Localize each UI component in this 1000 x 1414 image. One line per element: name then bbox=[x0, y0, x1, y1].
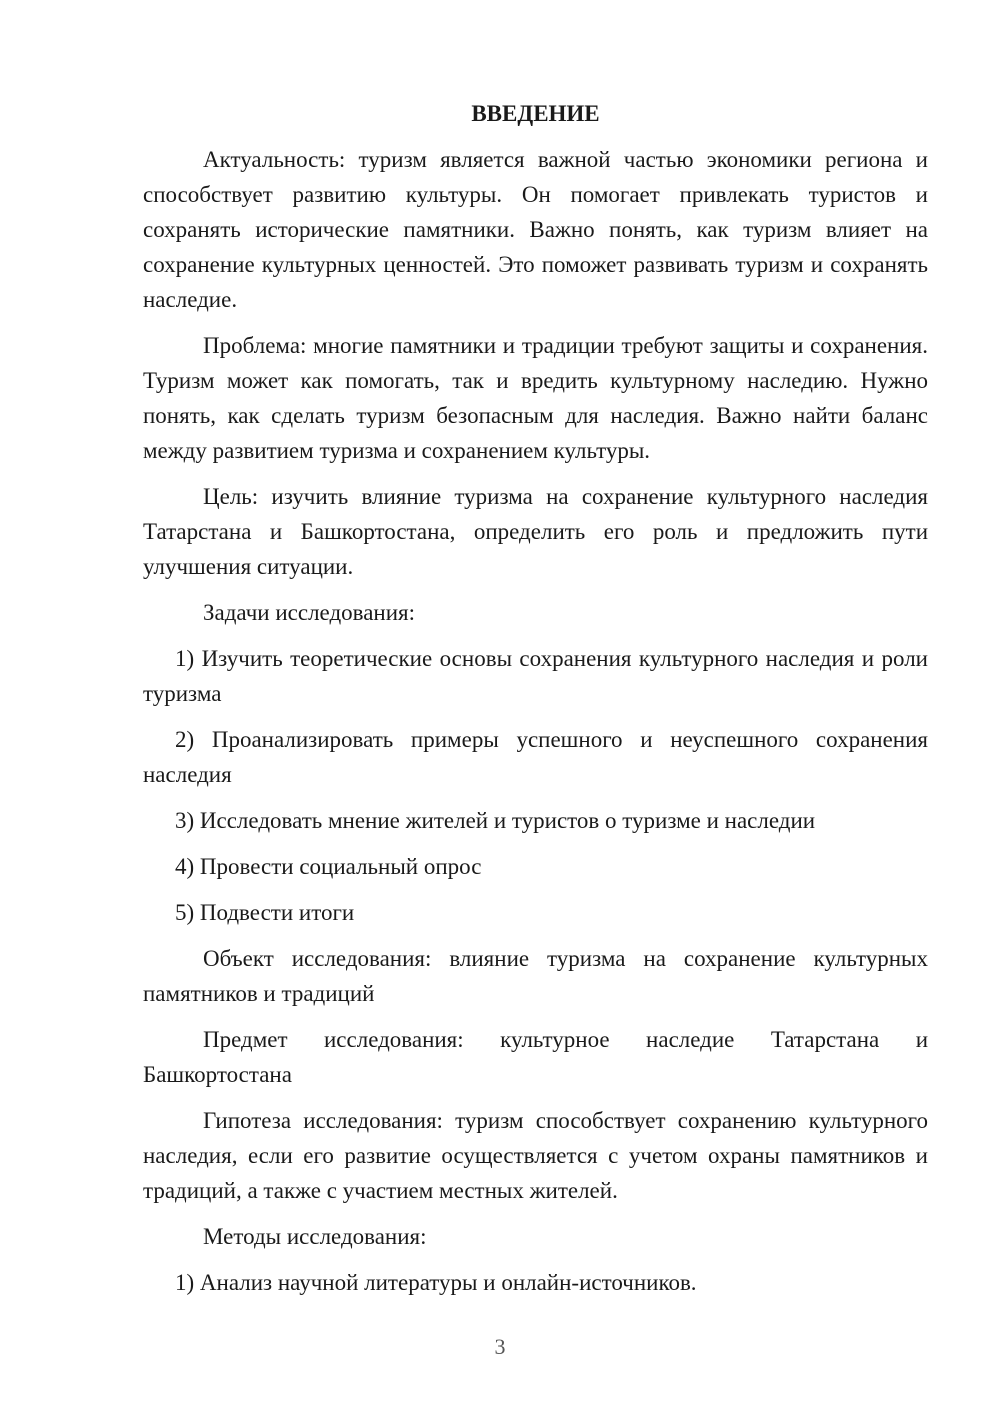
method-item: 1) Анализ научной литературы и онлайн-источников. bbox=[175, 1270, 697, 1295]
methods-title: Методы исследования: bbox=[203, 1224, 427, 1249]
relevance-paragraph: Актуальность: туризм является важной частью экономики региона и способствует развитию культуры. Он помогает привлекать туристов и сохранять исторические памятники. Важно понять, как туризм влияет на сохранение культурных ценностей. Это поможет развивать туризм и сохранять наследие. bbox=[143, 147, 928, 312]
page-number: 3 bbox=[494, 1334, 506, 1359]
task-item: 2) Проанализировать примеры успешного и неуспешного сохранения наследия bbox=[143, 727, 928, 787]
hypothesis-paragraph: Гипотеза исследования: туризм способствует сохранению культурного наследия, если его развитие осуществляется с учетом охраны памятников и традиций, а также с участием местных жителей. bbox=[143, 1108, 928, 1203]
object-paragraph: Объект исследования: влияние туризма на сохранение культурных памятников и традиций bbox=[143, 946, 928, 1006]
task-item: 5) Подвести итоги bbox=[175, 900, 355, 925]
page-content bbox=[143, 96, 928, 1311]
goal-paragraph: Цель: изучить влияние туризма на сохранение культурного наследия Татарстана и Башкортостана, определить его роль и предложить пути улучшения ситуации. bbox=[143, 484, 928, 579]
task-item: 4) Провести социальный опрос bbox=[175, 854, 482, 879]
section-heading: ВВЕДЕНИЕ bbox=[471, 101, 600, 126]
task-item: 1) Изучить теоретические основы сохранения культурного наследия и роли туризма bbox=[143, 646, 928, 706]
problem-paragraph: Проблема: многие памятники и традиции требуют защиты и сохранения. Туризм может как помогать, так и вредить культурному наследию. Нужно понять, как сделать туризм безопасным для наследия. Важно найти баланс между развитием туризма и сохранением культуры. bbox=[143, 333, 928, 463]
task-item: 3) Исследовать мнение жителей и туристов о туризме и наследии bbox=[175, 808, 816, 833]
tasks-title: Задачи исследования: bbox=[203, 600, 416, 625]
subject-paragraph: Предмет исследования: культурное наследие Татарстана и Башкортостана bbox=[143, 1027, 928, 1087]
